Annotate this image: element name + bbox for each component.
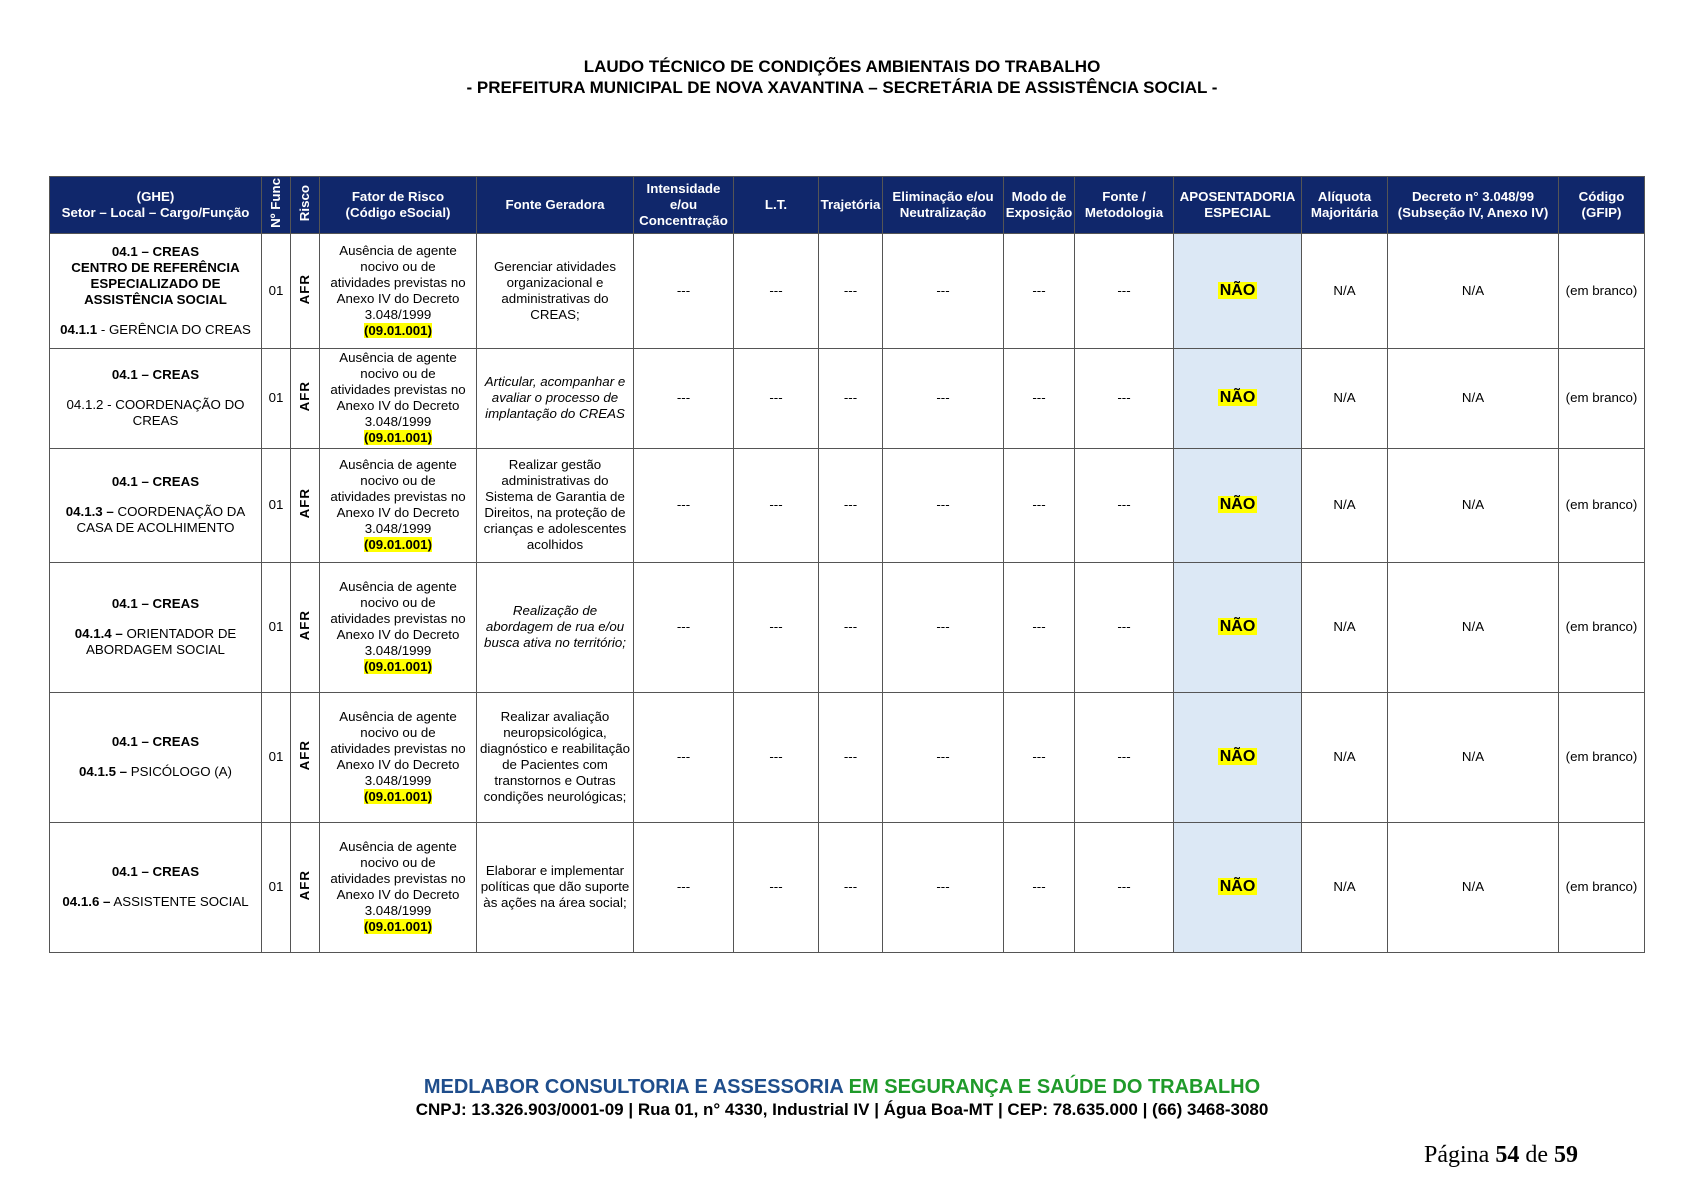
cargo: 04.1.3 – COORDENAÇÃO DA CASA DE ACOLHIMENTO <box>65 504 246 536</box>
table-row <box>50 692 1645 822</box>
lt-cell: --- <box>734 822 819 952</box>
lt-cell: --- <box>734 562 819 692</box>
eliminacao-cell: --- <box>883 692 1004 822</box>
aposentadoria-cell: NÃO <box>1174 822 1302 952</box>
ghe-cell <box>50 692 262 822</box>
col-lt: L.T. <box>734 177 819 234</box>
fonte-metodologia-cell: --- <box>1075 448 1174 562</box>
ghe-cell <box>50 233 262 348</box>
table-row <box>50 233 1645 348</box>
lt-cell: --- <box>734 448 819 562</box>
nfunc-cell: 01 <box>262 692 291 822</box>
decreto-cell: N/A <box>1388 448 1559 562</box>
gfip-cell: (em branco) <box>1559 822 1645 952</box>
trajetoria-cell: --- <box>819 822 883 952</box>
col-codigo: Código (GFIP) <box>1559 177 1645 234</box>
setor-line: 04.1 – CREAS <box>111 596 200 612</box>
modo-cell: --- <box>1004 448 1075 562</box>
lt-cell: --- <box>734 348 819 448</box>
trajetoria-cell: --- <box>819 562 883 692</box>
nfunc-cell: 01 <box>262 233 291 348</box>
intensidade-cell: --- <box>634 348 734 448</box>
col-aliquota: Alíquota Majoritária <box>1302 177 1388 234</box>
table-row <box>50 448 1645 562</box>
decreto-cell: N/A <box>1388 348 1559 448</box>
table-header-row <box>50 177 1645 234</box>
nfunc-cell: 01 <box>262 348 291 448</box>
setor-line: 04.1 – CREAS <box>111 367 200 383</box>
decreto-cell: N/A <box>1388 233 1559 348</box>
eliminacao-cell: --- <box>883 448 1004 562</box>
fonte-metodologia-cell: --- <box>1075 822 1174 952</box>
ghe-cell <box>50 448 262 562</box>
fator-cell: Ausência de agente nocivo ou de atividades previstas no Anexo IV do Decreto 3.048/1999 (09.01.001) <box>320 233 477 348</box>
table-row <box>50 822 1645 952</box>
fonte-geradora-cell: Realização de abordagem de rua e/ou busca ativa no território; <box>477 562 634 692</box>
fator-cell: Ausência de agente nocivo ou de atividades previstas no Anexo IV do Decreto 3.048/1999 (09.01.001) <box>320 348 477 448</box>
col-modo: Modo de Exposição <box>1004 177 1075 234</box>
col-aposentadoria: APOSENTADORIA ESPECIAL <box>1174 177 1302 234</box>
ghe-cell <box>50 348 262 448</box>
gfip-cell: (em branco) <box>1559 692 1645 822</box>
aliquota-cell: N/A <box>1302 448 1388 562</box>
setor-line: ESPECIALIZADO DE <box>90 275 221 291</box>
eliminacao-cell: --- <box>883 348 1004 448</box>
ghe-cell <box>50 562 262 692</box>
aliquota-cell: N/A <box>1302 562 1388 692</box>
nfunc-cell: 01 <box>262 562 291 692</box>
aliquota-cell: N/A <box>1302 692 1388 822</box>
aliquota-cell: N/A <box>1302 233 1388 348</box>
fonte-metodologia-cell: --- <box>1075 233 1174 348</box>
fonte-geradora-cell: Realizar gestão administrativas do Sistema de Garantia de Direitos, na proteção de crianças e adolescentes acolhidos <box>477 448 634 562</box>
col-fonte-geradora: Fonte Geradora <box>477 177 634 234</box>
col-decreto: Decreto n° 3.048/99 (Subseção IV, Anexo IV) <box>1388 177 1559 234</box>
modo-cell: --- <box>1004 692 1075 822</box>
aposentadoria-cell: NÃO <box>1174 692 1302 822</box>
trajetoria-cell: --- <box>819 692 883 822</box>
cargo: 04.1.4 – ORIENTADOR DE ABORDAGEM SOCIAL <box>74 626 237 658</box>
document-subtitle: - PREFEITURA MUNICIPAL DE NOVA XAVANTINA – SECRETÁRIA DE ASSISTÊNCIA SOCIAL - <box>466 78 1218 97</box>
gfip-cell: (em branco) <box>1559 562 1645 692</box>
intensidade-cell: --- <box>634 448 734 562</box>
eliminacao-cell: --- <box>883 822 1004 952</box>
col-eliminacao: Eliminação e/ou Neutralização <box>883 177 1004 234</box>
eliminacao-cell: --- <box>883 233 1004 348</box>
col-nfunc: Nº Func <box>262 177 291 234</box>
trajetoria-cell: --- <box>819 233 883 348</box>
cargo: 04.1.6 – ASSISTENTE SOCIAL <box>62 894 249 910</box>
aposentadoria-cell: NÃO <box>1174 348 1302 448</box>
risco-cell: AFR <box>291 562 320 692</box>
modo-cell: --- <box>1004 562 1075 692</box>
col-risco: Risco <box>291 177 320 234</box>
fonte-metodologia-cell: --- <box>1075 348 1174 448</box>
decreto-cell: N/A <box>1388 822 1559 952</box>
table-row <box>50 348 1645 448</box>
setor-line: ASSISTÊNCIA SOCIAL <box>84 291 227 307</box>
company-address: CNPJ: 13.326.903/0001-09 | Rua 01, n° 4330, Industrial IV | Água Boa-MT | CEP: 78.635.000 | (66) 3468-3080 <box>415 1100 1269 1119</box>
trajetoria-cell: --- <box>819 448 883 562</box>
setor-line: 04.1 – CREAS <box>111 474 200 490</box>
gfip-cell: (em branco) <box>1559 233 1645 348</box>
lt-cell: --- <box>734 233 819 348</box>
aposentadoria-cell: NÃO <box>1174 233 1302 348</box>
fonte-geradora-cell: Elaborar e implementar políticas que dão suporte às ações na área social; <box>477 822 634 952</box>
col-trajetoria: Trajetória <box>819 177 883 234</box>
table-row <box>50 562 1645 692</box>
aposentadoria-cell: NÃO <box>1174 448 1302 562</box>
nfunc-cell: 01 <box>262 448 291 562</box>
ghe-cell <box>50 822 262 952</box>
col-ghe: (GHE) Setor – Local – Cargo/Função <box>50 177 262 234</box>
fonte-geradora-cell: Articular, acompanhar e avaliar o processo de implantação do CREAS <box>477 348 634 448</box>
fator-cell: Ausência de agente nocivo ou de atividades previstas no Anexo IV do Decreto 3.048/1999 (09.01.001) <box>320 448 477 562</box>
setor-line: CENTRO DE REFERÊNCIA <box>71 259 240 275</box>
fator-cell: Ausência de agente nocivo ou de atividades previstas no Anexo IV do Decreto 3.048/1999 (09.01.001) <box>320 822 477 952</box>
nfunc-cell: 01 <box>262 822 291 952</box>
cargo: 04.1.2 - COORDENAÇÃO DO CREAS <box>66 397 245 429</box>
page-number: Página 54 de 59 <box>1424 1142 1578 1168</box>
col-fator: Fator de Risco (Código eSocial) <box>320 177 477 234</box>
fonte-geradora-cell: Realizar avaliação neuropsicológica, diagnóstico e reabilitação de Pacientes com transtornos e Outras condições neurológicas; <box>477 692 634 822</box>
aliquota-cell: N/A <box>1302 822 1388 952</box>
modo-cell: --- <box>1004 348 1075 448</box>
risk-table <box>49 176 1645 953</box>
risco-cell: AFR <box>291 233 320 348</box>
aliquota-cell: N/A <box>1302 348 1388 448</box>
cargo: 04.1.1 - GERÊNCIA DO CREAS <box>60 321 251 337</box>
setor-line: 04.1 – CREAS <box>111 864 200 880</box>
aposentadoria-cell: NÃO <box>1174 562 1302 692</box>
fonte-metodologia-cell: --- <box>1075 562 1174 692</box>
col-fonte-metodologia: Fonte / Metodologia <box>1075 177 1174 234</box>
document-title: LAUDO TÉCNICO DE CONDIÇÕES AMBIENTAIS DO TRABALHO <box>583 57 1101 76</box>
modo-cell: --- <box>1004 822 1075 952</box>
fonte-geradora-cell: Gerenciar atividades organizacional e administrativas do CREAS; <box>477 233 634 348</box>
col-intensidade: Intensidade e/ou Concentração <box>634 177 734 234</box>
fonte-metodologia-cell: --- <box>1075 692 1174 822</box>
eliminacao-cell: --- <box>883 562 1004 692</box>
intensidade-cell: --- <box>634 233 734 348</box>
intensidade-cell: --- <box>634 692 734 822</box>
cargo: 04.1.5 – PSICÓLOGO (A) <box>79 764 232 780</box>
company-name: MEDLABOR CONSULTORIA E ASSESSORIA EM SEGURANÇA E SAÚDE DO TRABALHO <box>423 1076 1261 1098</box>
intensidade-cell: --- <box>634 562 734 692</box>
fator-cell: Ausência de agente nocivo ou de atividades previstas no Anexo IV do Decreto 3.048/1999 (09.01.001) <box>320 562 477 692</box>
risco-cell: AFR <box>291 348 320 448</box>
table-body <box>50 233 1645 952</box>
setor-line: 04.1 – CREAS <box>111 243 200 259</box>
risco-cell: AFR <box>291 822 320 952</box>
decreto-cell: N/A <box>1388 692 1559 822</box>
decreto-cell: N/A <box>1388 562 1559 692</box>
fator-cell: Ausência de agente nocivo ou de atividades previstas no Anexo IV do Decreto 3.048/1999 (09.01.001) <box>320 692 477 822</box>
setor-line: 04.1 – CREAS <box>111 734 200 750</box>
intensidade-cell: --- <box>634 822 734 952</box>
gfip-cell: (em branco) <box>1559 348 1645 448</box>
lt-cell: --- <box>734 692 819 822</box>
gfip-cell: (em branco) <box>1559 448 1645 562</box>
risco-cell: AFR <box>291 448 320 562</box>
risco-cell: AFR <box>291 692 320 822</box>
trajetoria-cell: --- <box>819 348 883 448</box>
modo-cell: --- <box>1004 233 1075 348</box>
